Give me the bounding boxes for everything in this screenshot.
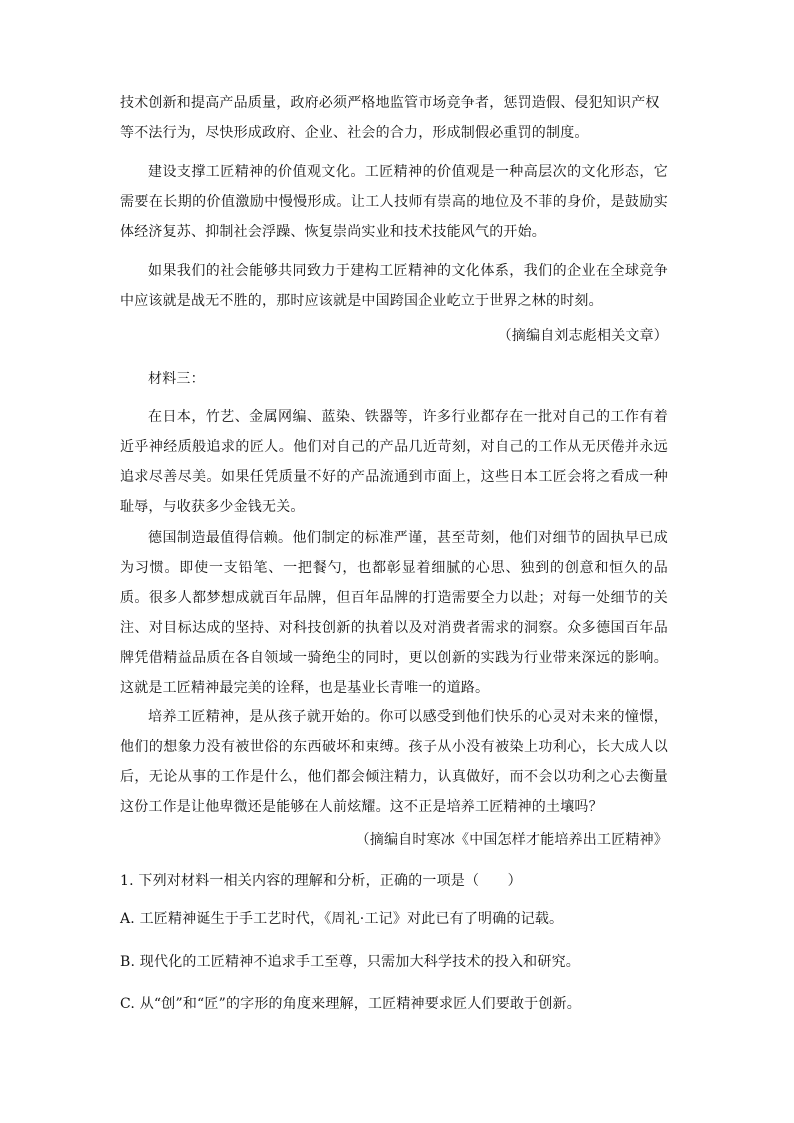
question-option-a[interactable]: [120, 904, 668, 934]
material3-paragraph-1: [120, 402, 668, 522]
material3-source: [120, 825, 668, 855]
material3-paragraph-2-text: 德国制造最值得信赖。他们制定的标准严谨，甚至苛刻，他们对细节的固执早已成为习惯。即使一支铅笔、一把餐勺，也都彰显着细腻的心思、独到的创意和恒久的品质。很多人都梦想成就百年品牌，但百年品牌的打造需要全力以赴；对每一处细节的关注、对目标达成的坚持、对科技创新的执着以及对消费者需求的洞察。众多德国百年品牌凭借精益品质在各自领域一骑绝尘的同时，更以创新的实践为行业带来深远的影响。这就是工匠精神最完美的诠释，也是基业长青唯一的道路。: [120, 530, 668, 696]
material2-paragraph-3: [120, 256, 668, 316]
option-b-text: B. 现代化的工匠精神不追求手工至尊，只需加大科学技术的投入和研究。: [120, 954, 580, 970]
material2-source-text: （摘编自刘志彪相关文章）: [497, 328, 668, 344]
material3-paragraph-1-text: 在日本，竹艺、金属网编、蓝染、铁器等，许多行业都存在一批对自己的工作有着近乎神经质般追求的匠人。他们对自己的产品几近苛刻，对自己的工作从无厌倦并永远追求尽善尽美。如果任凭质量不好的产品流通到市面上，这些日本工匠会将之看成一种耻辱，与收获多少金钱无关。: [120, 409, 668, 515]
material2-paragraph-2-text: 建设支撑工匠精神的价值观文化。工匠精神的价值观是一种高层次的文化形态，它需要在长期的价值激励中慢慢形成。让工人技师有崇高的地位及不菲的身价，是鼓励实体经济复苏、抑制社会浮躁、恢复崇尚实业和技术技能风气的开始。: [120, 164, 668, 240]
material2-paragraph-3-text: 如果我们的社会能够共同致力于建构工匠精神的文化体系，我们的企业在全球竞争中应该就是战无不胜的，那时应该就是中国跨国企业屹立于世界之林的时刻。: [120, 263, 668, 309]
material3-paragraph-3: [120, 702, 668, 822]
question-option-b[interactable]: [120, 947, 668, 977]
material2-paragraph-2: [120, 157, 668, 247]
question-option-c[interactable]: [120, 989, 668, 1019]
question-stem-text: 1. 下列对材料一相关内容的理解和分析，正确的一项是（ ）: [120, 873, 522, 889]
material2-source: [120, 321, 668, 351]
material2-paragraph-1-text: 技术创新和提高产品质量，政府必须严格地监管市场竞争者，惩罚造假、侵犯知识产权等不法行为，尽快形成政府、企业、社会的合力，形成制假必重罚的制度。: [120, 95, 660, 141]
option-a-text: A. 工匠精神诞生于手工艺时代，《周礼·工记》对此已有了明确的记载。: [120, 911, 564, 927]
option-c-text: C. 从“创”和“匠”的字形的角度来理解，工匠精神要求匠人们要敢于创新。: [120, 996, 581, 1012]
material3-paragraph-2: [120, 523, 668, 703]
material2-paragraph-1: [120, 88, 668, 148]
material3-heading: [120, 364, 668, 394]
material3-heading-text: 材料三：: [148, 371, 205, 387]
material3-source-text: （摘编自时寒冰《中国怎样才能培养出工匠精神》: [355, 832, 668, 848]
material3-paragraph-3-text: 培养工匠精神，是从孩子就开始的。你可以感受到他们快乐的心灵对未来的憧憬，他们的想象力没有被世俗的东西破坏和束缚。孩子从小没有被染上功利心，长大成人以后，无论从事的工作是什么，他们都会倾注精力，认真做好，而不会以功利之心去衡量这份工作是让他卑微还是能够在人前炫耀。这不正是培养工匠精神的土壤吗？: [120, 709, 668, 815]
question-stem: [120, 866, 668, 896]
